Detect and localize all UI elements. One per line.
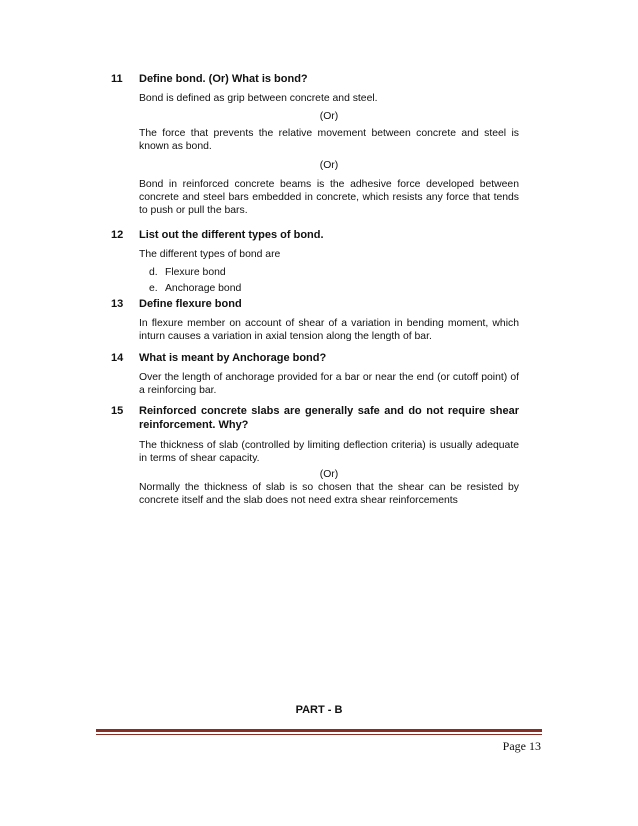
answer-paragraph: Bond in reinforced concrete beams is the adhesive force developed between concrete and steel bars embedded in concrete, which resists any force that tends to push or pull the bars. (139, 179, 519, 216)
answer-paragraph: Bond is defined as grip between concrete and steel. (139, 93, 378, 104)
question-number: 13 (111, 298, 124, 310)
question-number: 11 (111, 73, 123, 85)
answer-paragraph: The different types of bond are (139, 249, 281, 260)
question-number: 15 (111, 405, 124, 417)
or-separator: (Or) (319, 160, 339, 171)
question-number: 12 (111, 229, 124, 241)
list-item-text: Flexure bond (165, 267, 226, 278)
answer-paragraph: The force that prevents the relative movement between concrete and steel is known as bond. (139, 128, 519, 152)
answer-paragraph: Normally the thickness of slab is so chosen that the shear can be resisted by concrete itself and the slab does not need extra shear reinforcements (139, 482, 519, 506)
question-title: What is meant by Anchorage bond? (139, 352, 327, 364)
list-marker: e. (149, 283, 158, 294)
footer-rule-thick (96, 729, 542, 732)
bond-type-list (149, 266, 519, 295)
answer-paragraph: In flexure member on account of shear of a variation in bending moment, which inturn causes a variation in axial tension along the length of bar. (139, 318, 519, 342)
question-12 (111, 228, 519, 295)
answer-paragraph: The thickness of slab (controlled by limiting deflection criteria) is usually adequate in terms of shear capacity. (139, 440, 519, 464)
footer-rule-thin (96, 734, 542, 735)
page-number: Page 13 (502, 739, 541, 753)
question-number: 14 (111, 352, 124, 364)
list-marker: d. (149, 267, 158, 278)
part-b-heading: PART - B (295, 704, 343, 716)
list-item (149, 266, 519, 279)
question-11 (111, 72, 519, 217)
list-item-text: Anchorage bond (165, 283, 242, 294)
answer-paragraph: Over the length of anchorage provided for a bar or near the end (or cutoff point) of a reinforcing bar. (139, 372, 519, 396)
or-separator: (Or) (319, 111, 339, 122)
question-15 (111, 404, 519, 507)
question-title: Define bond. (Or) What is bond? (139, 73, 308, 85)
or-separator: (Or) (319, 469, 339, 480)
question-title: Reinforced concrete slabs are generally safe and do not require shear reinforcement. Why? (139, 405, 519, 431)
question-14 (111, 351, 519, 397)
question-title: List out the different types of bond. (139, 229, 324, 241)
list-item (149, 282, 519, 295)
question-title: Define flexure bond (139, 298, 242, 310)
question-13 (111, 297, 519, 343)
